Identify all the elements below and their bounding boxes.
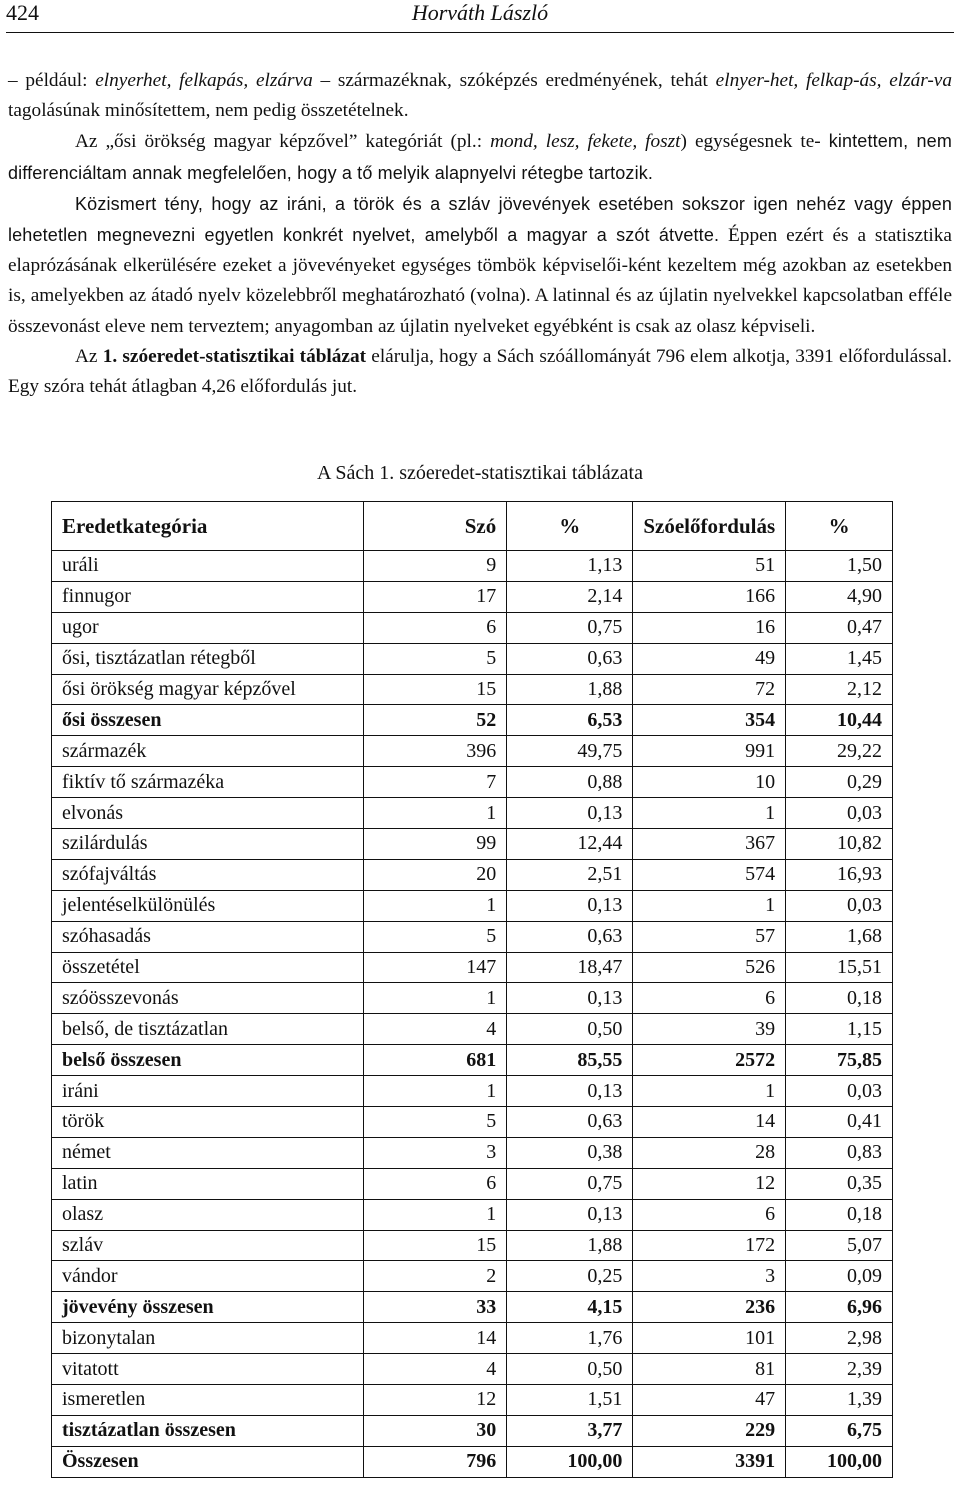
cell-occurrence-count: 6 bbox=[633, 983, 786, 1014]
table-row bbox=[52, 1045, 893, 1076]
cell-origin-category: szóhasadás bbox=[52, 921, 364, 952]
cell-word-percent: 49,75 bbox=[507, 736, 633, 767]
table-row bbox=[52, 705, 893, 736]
header-origin-category: Eredetkategória bbox=[52, 502, 364, 551]
cell-occurrence-count: 574 bbox=[633, 859, 786, 890]
table-title: A Sách 1. szóeredet-statisztikai táblázata bbox=[317, 462, 643, 484]
cell-word-count: 681 bbox=[363, 1045, 507, 1076]
table-row bbox=[52, 1292, 893, 1323]
cell-occurrence-percent: 0,03 bbox=[786, 1076, 893, 1107]
cell-occurrence-percent: 1,15 bbox=[786, 1014, 893, 1045]
cell-occurrence-count: 57 bbox=[633, 921, 786, 952]
cell-word-count: 30 bbox=[363, 1415, 507, 1446]
cell-word-count: 15 bbox=[363, 674, 507, 705]
paragraph-4 bbox=[8, 342, 952, 402]
cell-occurrence-percent: 0,18 bbox=[786, 1199, 893, 1230]
cell-origin-category: vitatott bbox=[52, 1354, 364, 1385]
cell-occurrence-count: 236 bbox=[633, 1292, 786, 1323]
cell-origin-category: elvonás bbox=[52, 798, 364, 829]
cell-word-percent: 0,25 bbox=[507, 1261, 633, 1292]
cell-origin-category: ismeretlen bbox=[52, 1385, 364, 1416]
cell-word-count: 6 bbox=[363, 612, 507, 643]
cell-word-count: 1 bbox=[363, 1076, 507, 1107]
table-row bbox=[52, 1168, 893, 1199]
cell-occurrence-count: 172 bbox=[633, 1230, 786, 1261]
cell-occurrence-count: 81 bbox=[633, 1354, 786, 1385]
table-body bbox=[52, 551, 893, 1478]
p1-text: tagolásúnak minősítettem, nem pedig összetételnek. bbox=[8, 100, 409, 122]
cell-occurrence-percent: 100,00 bbox=[786, 1446, 893, 1477]
cell-word-percent: 0,13 bbox=[507, 1076, 633, 1107]
cell-origin-category: szóösszevonás bbox=[52, 983, 364, 1014]
cell-origin-category: finnugor bbox=[52, 581, 364, 612]
cell-origin-category: latin bbox=[52, 1168, 364, 1199]
cell-word-count: 396 bbox=[363, 736, 507, 767]
table-row bbox=[52, 1261, 893, 1292]
table-row bbox=[52, 1076, 893, 1107]
cell-occurrence-percent: 4,90 bbox=[786, 581, 893, 612]
cell-word-count: 7 bbox=[363, 767, 507, 798]
table-row bbox=[52, 551, 893, 582]
page-number: 424 bbox=[6, 0, 39, 25]
table-row bbox=[52, 983, 893, 1014]
cell-word-count: 99 bbox=[363, 829, 507, 860]
cell-occurrence-count: 12 bbox=[633, 1168, 786, 1199]
cell-occurrence-percent: 1,39 bbox=[786, 1385, 893, 1416]
cell-occurrence-percent: 0,03 bbox=[786, 890, 893, 921]
cell-occurrence-count: 14 bbox=[633, 1107, 786, 1138]
p1-segmented-words: elnyer-het, felkap-ás, elzár-va bbox=[715, 70, 952, 91]
table-row bbox=[52, 829, 893, 860]
table-row bbox=[52, 1415, 893, 1446]
cell-occurrence-percent: 1,50 bbox=[786, 551, 893, 582]
cell-origin-category: Összesen bbox=[52, 1446, 364, 1477]
cell-word-count: 12 bbox=[363, 1385, 507, 1416]
table-row bbox=[52, 890, 893, 921]
cell-occurrence-percent: 0,47 bbox=[786, 612, 893, 643]
table-row bbox=[52, 859, 893, 890]
origin-statistics-table bbox=[51, 501, 893, 1478]
header-word: Szó bbox=[363, 502, 507, 551]
cell-word-count: 5 bbox=[363, 643, 507, 674]
cell-occurrence-count: 72 bbox=[633, 674, 786, 705]
cell-origin-category: belső összesen bbox=[52, 1045, 364, 1076]
p4-table-reference: 1. szóeredet-statisztikai táblázat bbox=[102, 345, 367, 367]
cell-origin-category: iráni bbox=[52, 1076, 364, 1107]
cell-occurrence-percent: 1,45 bbox=[786, 643, 893, 674]
cell-occurrence-count: 166 bbox=[633, 581, 786, 612]
p1-text: – például: bbox=[8, 70, 96, 91]
table-row bbox=[52, 1385, 893, 1416]
cell-word-count: 4 bbox=[363, 1354, 507, 1385]
header-word-percent: % bbox=[507, 502, 633, 551]
cell-word-percent: 0,88 bbox=[507, 767, 633, 798]
cell-occurrence-percent: 0,83 bbox=[786, 1137, 893, 1168]
cell-origin-category: német bbox=[52, 1137, 364, 1168]
cell-occurrence-count: 101 bbox=[633, 1323, 786, 1354]
p2-text: ) egységesnek te- bbox=[680, 131, 821, 153]
cell-origin-category: uráli bbox=[52, 551, 364, 582]
cell-origin-category: szláv bbox=[52, 1230, 364, 1261]
cell-word-percent: 0,63 bbox=[507, 921, 633, 952]
cell-word-percent: 3,77 bbox=[507, 1415, 633, 1446]
cell-occurrence-count: 367 bbox=[633, 829, 786, 860]
cell-origin-category: ősi összesen bbox=[52, 705, 364, 736]
cell-word-percent: 4,15 bbox=[507, 1292, 633, 1323]
table-row bbox=[52, 674, 893, 705]
table-header-row bbox=[52, 502, 893, 551]
table-row bbox=[52, 1107, 893, 1138]
cell-origin-category: török bbox=[52, 1107, 364, 1138]
cell-word-count: 15 bbox=[363, 1230, 507, 1261]
cell-word-percent: 1,88 bbox=[507, 674, 633, 705]
cell-occurrence-count: 47 bbox=[633, 1385, 786, 1416]
cell-origin-category: származék bbox=[52, 736, 364, 767]
table-row bbox=[52, 1230, 893, 1261]
cell-occurrence-count: 991 bbox=[633, 736, 786, 767]
cell-occurrence-count: 51 bbox=[633, 551, 786, 582]
running-author: Horváth László bbox=[411, 0, 549, 25]
cell-word-percent: 0,63 bbox=[507, 643, 633, 674]
table-row bbox=[52, 1014, 893, 1045]
cell-origin-category: szófajváltás bbox=[52, 859, 364, 890]
p4-text: elárulja, hogy a Sách szóállományát 796 elem alkotja, 3391 előfordulással. Egy szóra tehát átlagban 4,26 előfordulás jut. bbox=[8, 345, 952, 398]
cell-occurrence-percent: 0,03 bbox=[786, 798, 893, 829]
paragraph-2 bbox=[8, 126, 952, 188]
cell-word-percent: 0,13 bbox=[507, 798, 633, 829]
cell-origin-category: vándor bbox=[52, 1261, 364, 1292]
header-occurrence-percent: % bbox=[786, 502, 893, 551]
p2-text-sans: kintettem, nem differenciáltam annak megfelelően, hogy a tő melyik alapnyelvi rétegbe tartozik. bbox=[8, 131, 952, 183]
cell-occurrence-percent: 5,07 bbox=[786, 1230, 893, 1261]
cell-word-percent: 12,44 bbox=[507, 829, 633, 860]
header-occurrence: Szóelőfordulás bbox=[633, 502, 786, 551]
cell-occurrence-percent: 0,35 bbox=[786, 1168, 893, 1199]
cell-word-count: 17 bbox=[363, 581, 507, 612]
table-row bbox=[52, 1323, 893, 1354]
body-text bbox=[8, 66, 952, 402]
cell-word-percent: 85,55 bbox=[507, 1045, 633, 1076]
table-row bbox=[52, 1354, 893, 1385]
cell-occurrence-percent: 2,98 bbox=[786, 1323, 893, 1354]
paragraph-1 bbox=[8, 66, 952, 126]
p3-text-sans: Közismert tény, hogy az iráni, a török és a szláv jövevények esetében sokszor igen nehéz vagy éppen lehetetlen megnevezni egyetlen konkrét nyelvet, amelyből a magyar a szót átvette. bbox=[8, 193, 952, 246]
table-row bbox=[52, 612, 893, 643]
cell-word-percent: 2,14 bbox=[507, 581, 633, 612]
cell-occurrence-percent: 0,09 bbox=[786, 1261, 893, 1292]
cell-word-count: 5 bbox=[363, 921, 507, 952]
table-row bbox=[52, 1446, 893, 1477]
cell-origin-category: ősi, tisztázatlan rétegből bbox=[52, 643, 364, 674]
table-row bbox=[52, 736, 893, 767]
p2-example-words: mond, lesz, fekete, foszt bbox=[490, 131, 681, 153]
cell-occurrence-percent: 2,39 bbox=[786, 1354, 893, 1385]
cell-word-percent: 6,53 bbox=[507, 705, 633, 736]
cell-word-percent: 100,00 bbox=[507, 1446, 633, 1477]
table-row bbox=[52, 798, 893, 829]
cell-occurrence-count: 229 bbox=[633, 1415, 786, 1446]
cell-word-count: 52 bbox=[363, 705, 507, 736]
cell-word-percent: 2,51 bbox=[507, 859, 633, 890]
paragraph-3 bbox=[8, 189, 952, 342]
cell-occurrence-percent: 0,18 bbox=[786, 983, 893, 1014]
cell-word-percent: 0,75 bbox=[507, 1168, 633, 1199]
cell-word-percent: 0,38 bbox=[507, 1137, 633, 1168]
cell-occurrence-count: 2572 bbox=[633, 1045, 786, 1076]
cell-occurrence-count: 3 bbox=[633, 1261, 786, 1292]
cell-origin-category: jövevény összesen bbox=[52, 1292, 364, 1323]
p1-example-words: elnyerhet, felkapás, elzárva bbox=[95, 70, 313, 91]
cell-word-percent: 1,13 bbox=[507, 551, 633, 582]
cell-origin-category: szilárdulás bbox=[52, 829, 364, 860]
cell-word-count: 9 bbox=[363, 551, 507, 582]
table-row bbox=[52, 921, 893, 952]
p1-text: – származéknak, szóképzés eredményének, tehát bbox=[312, 70, 716, 91]
cell-word-count: 33 bbox=[363, 1292, 507, 1323]
cell-occurrence-percent: 0,41 bbox=[786, 1107, 893, 1138]
cell-word-percent: 0,63 bbox=[507, 1107, 633, 1138]
cell-origin-category: ősi örökség magyar képzővel bbox=[52, 674, 364, 705]
cell-word-count: 14 bbox=[363, 1323, 507, 1354]
cell-occurrence-percent: 6,75 bbox=[786, 1415, 893, 1446]
cell-occurrence-count: 1 bbox=[633, 890, 786, 921]
cell-occurrence-percent: 6,96 bbox=[786, 1292, 893, 1323]
cell-occurrence-count: 39 bbox=[633, 1014, 786, 1045]
cell-origin-category: olasz bbox=[52, 1199, 364, 1230]
cell-word-percent: 0,13 bbox=[507, 983, 633, 1014]
cell-origin-category: összetétel bbox=[52, 952, 364, 983]
cell-word-count: 4 bbox=[363, 1014, 507, 1045]
cell-word-count: 5 bbox=[363, 1107, 507, 1138]
cell-origin-category: ugor bbox=[52, 612, 364, 643]
table-row bbox=[52, 581, 893, 612]
cell-occurrence-count: 10 bbox=[633, 767, 786, 798]
cell-word-count: 20 bbox=[363, 859, 507, 890]
cell-occurrence-percent: 10,82 bbox=[786, 829, 893, 860]
cell-occurrence-percent: 16,93 bbox=[786, 859, 893, 890]
cell-occurrence-percent: 75,85 bbox=[786, 1045, 893, 1076]
cell-word-percent: 1,76 bbox=[507, 1323, 633, 1354]
cell-word-count: 2 bbox=[363, 1261, 507, 1292]
cell-word-percent: 0,13 bbox=[507, 1199, 633, 1230]
cell-occurrence-percent: 1,68 bbox=[786, 921, 893, 952]
cell-word-count: 1 bbox=[363, 1199, 507, 1230]
table-row bbox=[52, 1137, 893, 1168]
cell-word-percent: 0,50 bbox=[507, 1354, 633, 1385]
cell-occurrence-count: 28 bbox=[633, 1137, 786, 1168]
cell-word-count: 147 bbox=[363, 952, 507, 983]
cell-occurrence-count: 1 bbox=[633, 798, 786, 829]
table-row bbox=[52, 952, 893, 983]
cell-occurrence-count: 49 bbox=[633, 643, 786, 674]
cell-word-percent: 0,75 bbox=[507, 612, 633, 643]
cell-origin-category: jelentéselkülönülés bbox=[52, 890, 364, 921]
cell-occurrence-percent: 29,22 bbox=[786, 736, 893, 767]
table-row bbox=[52, 1199, 893, 1230]
cell-word-percent: 18,47 bbox=[507, 952, 633, 983]
cell-word-percent: 1,88 bbox=[507, 1230, 633, 1261]
cell-occurrence-percent: 15,51 bbox=[786, 952, 893, 983]
cell-origin-category: bizonytalan bbox=[52, 1323, 364, 1354]
cell-occurrence-count: 526 bbox=[633, 952, 786, 983]
cell-occurrence-count: 3391 bbox=[633, 1446, 786, 1477]
cell-occurrence-percent: 10,44 bbox=[786, 705, 893, 736]
cell-occurrence-count: 1 bbox=[633, 1076, 786, 1107]
cell-occurrence-percent: 0,29 bbox=[786, 767, 893, 798]
table-row bbox=[52, 643, 893, 674]
cell-word-percent: 0,50 bbox=[507, 1014, 633, 1045]
cell-origin-category: tisztázatlan összesen bbox=[52, 1415, 364, 1446]
cell-word-count: 1 bbox=[363, 798, 507, 829]
p4-text: Az bbox=[75, 345, 103, 367]
cell-word-count: 796 bbox=[363, 1446, 507, 1477]
cell-word-percent: 1,51 bbox=[507, 1385, 633, 1416]
cell-word-count: 6 bbox=[363, 1168, 507, 1199]
cell-origin-category: belső, de tisztázatlan bbox=[52, 1014, 364, 1045]
cell-word-count: 3 bbox=[363, 1137, 507, 1168]
cell-occurrence-percent: 2,12 bbox=[786, 674, 893, 705]
cell-occurrence-count: 16 bbox=[633, 612, 786, 643]
cell-word-count: 1 bbox=[363, 983, 507, 1014]
table-row bbox=[52, 767, 893, 798]
cell-origin-category: fiktív tő származéka bbox=[52, 767, 364, 798]
cell-occurrence-count: 354 bbox=[633, 705, 786, 736]
running-header bbox=[6, 0, 954, 33]
cell-occurrence-count: 6 bbox=[633, 1199, 786, 1230]
cell-word-count: 1 bbox=[363, 890, 507, 921]
cell-word-percent: 0,13 bbox=[507, 890, 633, 921]
p2-text: Az „ősi örökség magyar képzővel” kategóriát (pl.: bbox=[75, 131, 491, 153]
p3-text: Éppen ezért és a statisztika elaprózásának elkerülésére ezeket a jövevényeket egységes tömbök képviselői-ként kezeltem még azokban az esetekben is, amelyekben az átadó nyelv közelebbről meghatározható (volna). A latinnal és az újlatin nyelvekkel kapcsolatban efféle összevonást eleve nem terveztem; anyagomban az újlatin nyelveket egyébként is csak az olasz képviseli. bbox=[8, 225, 952, 337]
